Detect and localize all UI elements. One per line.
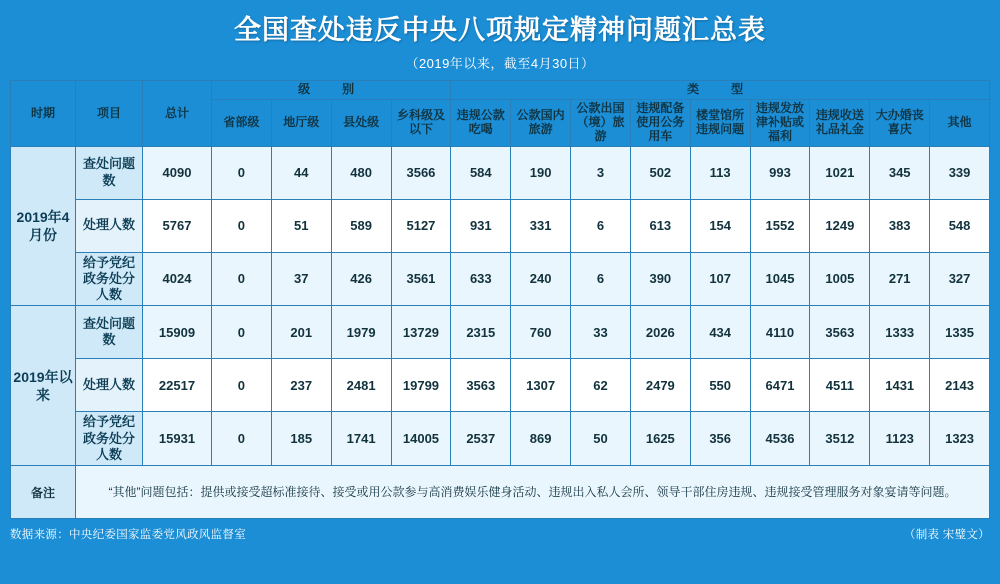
- table-head: [11, 81, 990, 146]
- cell-level-2: 201: [271, 306, 331, 359]
- cell-type-6: 1045: [750, 252, 810, 306]
- cell-type-3: 62: [571, 359, 631, 412]
- cell-type-3: 6: [571, 252, 631, 306]
- row-label: 给予党纪政务处分人数: [76, 252, 143, 306]
- cell-type-9: 327: [930, 252, 990, 306]
- row-label: 处理人数: [76, 359, 143, 412]
- cell-type-1: 2537: [451, 412, 511, 466]
- cell-level-2: 37: [271, 252, 331, 306]
- header-type-gongwuyongche: 违规配备使用公务用车: [630, 100, 690, 146]
- header-time: 时期: [11, 81, 76, 146]
- summary-table: [10, 80, 990, 519]
- cell-type-9: 1323: [930, 412, 990, 466]
- cell-type-5: 434: [690, 306, 750, 359]
- table-body: [11, 146, 990, 519]
- header-type-hunsangxiqing: 大办婚丧喜庆: [870, 100, 930, 146]
- cell-total: 15909: [143, 306, 212, 359]
- cell-total: 22517: [143, 359, 212, 412]
- cell-type-5: 154: [690, 199, 750, 252]
- period-label-2019-04: 2019年4月份: [11, 146, 76, 306]
- cell-type-1: 584: [451, 146, 511, 199]
- cell-type-6: 4110: [750, 306, 810, 359]
- cell-level-2: 44: [271, 146, 331, 199]
- cell-type-2: 1307: [511, 359, 571, 412]
- header-type-lipinlijin: 违规收送礼品礼金: [810, 100, 870, 146]
- row-label: 处理人数: [76, 199, 143, 252]
- cell-type-1: 931: [451, 199, 511, 252]
- header-total: 总计: [143, 81, 212, 146]
- table-row: [11, 252, 990, 306]
- cell-type-7: 1005: [810, 252, 870, 306]
- cell-type-6: 6471: [750, 359, 810, 412]
- cell-level-1: 0: [212, 199, 272, 252]
- table-row: [11, 199, 990, 252]
- cell-type-8: 345: [870, 146, 930, 199]
- header-group-level: 级 别: [212, 81, 451, 100]
- cell-level-1: 0: [212, 412, 272, 466]
- cell-level-2: 185: [271, 412, 331, 466]
- cell-level-4: 14005: [391, 412, 451, 466]
- note-label: 备注: [11, 466, 76, 519]
- table-row: [11, 359, 990, 412]
- header-type-gongkuan-chihe: 违规公款吃喝: [451, 100, 511, 146]
- cell-type-9: 2143: [930, 359, 990, 412]
- table-head-row-1: [11, 81, 990, 100]
- cell-type-3: 3: [571, 146, 631, 199]
- cell-level-3: 426: [331, 252, 391, 306]
- cell-level-3: 480: [331, 146, 391, 199]
- cell-total: 5767: [143, 199, 212, 252]
- cell-type-4: 390: [630, 252, 690, 306]
- header-level-xiang-ke: 乡科级及以下: [391, 100, 451, 146]
- cell-type-8: 383: [870, 199, 930, 252]
- cell-total: 4024: [143, 252, 212, 306]
- header-type-qita: 其他: [930, 100, 990, 146]
- chart-maker: （制表 宋璧文）: [903, 529, 990, 542]
- header-group-type: 类 型: [451, 81, 990, 100]
- note-text: “其他”问题包括：提供或接受超标准接待、接受或用公款参与高消费娱乐健身活动、违规出入私人会所、领导干部住房违规、违规接受管理服务对象宴请等问题。: [76, 466, 990, 519]
- cell-type-2: 760: [511, 306, 571, 359]
- cell-type-4: 2026: [630, 306, 690, 359]
- header-level-xian-chu: 县处级: [331, 100, 391, 146]
- cell-type-4: 613: [630, 199, 690, 252]
- cell-level-3: 1979: [331, 306, 391, 359]
- cell-level-1: 0: [212, 359, 272, 412]
- cell-level-3: 1741: [331, 412, 391, 466]
- cell-type-1: 2315: [451, 306, 511, 359]
- cell-type-8: 1123: [870, 412, 930, 466]
- data-source: 数据来源：中央纪委国家监委党风政风监督室: [10, 529, 246, 542]
- cell-level-1: 0: [212, 252, 272, 306]
- header-level-di-ting: 地厅级: [271, 100, 331, 146]
- cell-level-4: 13729: [391, 306, 451, 359]
- cell-type-5: 113: [690, 146, 750, 199]
- header-level-sheng-bu: 省部级: [212, 100, 272, 146]
- cell-total: 15931: [143, 412, 212, 466]
- cell-level-4: 3561: [391, 252, 451, 306]
- cell-level-4: 19799: [391, 359, 451, 412]
- row-label: 给予党纪政务处分人数: [76, 412, 143, 466]
- table-row: [11, 306, 990, 359]
- period-label-2019-ytd: 2019年以来: [11, 306, 76, 466]
- cell-type-8: 271: [870, 252, 930, 306]
- cell-type-8: 1431: [870, 359, 930, 412]
- header-type-guonei-lvyou: 公款国内旅游: [511, 100, 571, 146]
- cell-level-1: 0: [212, 306, 272, 359]
- cell-type-2: 190: [511, 146, 571, 199]
- cell-type-7: 1021: [810, 146, 870, 199]
- cell-level-2: 51: [271, 199, 331, 252]
- table-row: [11, 146, 990, 199]
- cell-level-4: 5127: [391, 199, 451, 252]
- page-subtitle: （2019年以来，截至4月30日）: [405, 56, 595, 72]
- cell-type-5: 107: [690, 252, 750, 306]
- cell-type-7: 3512: [810, 412, 870, 466]
- cell-type-2: 331: [511, 199, 571, 252]
- header-type-louguanguansuo: 楼堂馆所违规问题: [690, 100, 750, 146]
- cell-type-4: 502: [630, 146, 690, 199]
- cell-type-1: 3563: [451, 359, 511, 412]
- cell-type-2: 240: [511, 252, 571, 306]
- cell-type-3: 50: [571, 412, 631, 466]
- header-item: 项目: [76, 81, 143, 146]
- cell-type-9: 339: [930, 146, 990, 199]
- cell-type-9: 1335: [930, 306, 990, 359]
- header-type-jinbutie: 违规发放津补贴或福利: [750, 100, 810, 146]
- cell-level-3: 589: [331, 199, 391, 252]
- cell-total: 4090: [143, 146, 212, 199]
- note-row: [11, 466, 990, 519]
- cell-type-5: 356: [690, 412, 750, 466]
- cell-level-2: 237: [271, 359, 331, 412]
- footer: [10, 526, 990, 542]
- table-row: [11, 412, 990, 466]
- row-label: 查处问题数: [76, 306, 143, 359]
- page-title: 全国查处违反中央八项规定精神问题汇总表: [234, 15, 766, 45]
- cell-type-6: 993: [750, 146, 810, 199]
- cell-type-1: 633: [451, 252, 511, 306]
- cell-type-4: 1625: [630, 412, 690, 466]
- cell-type-9: 548: [930, 199, 990, 252]
- cell-type-7: 1249: [810, 199, 870, 252]
- cell-level-3: 2481: [331, 359, 391, 412]
- row-label: 查处问题数: [76, 146, 143, 199]
- cell-type-3: 33: [571, 306, 631, 359]
- title-area: [10, 0, 990, 80]
- cell-type-7: 4511: [810, 359, 870, 412]
- cell-type-2: 869: [511, 412, 571, 466]
- cell-level-4: 3566: [391, 146, 451, 199]
- header-type-chuguo-lvyou: 公款出国（境）旅游: [571, 100, 631, 146]
- cell-type-8: 1333: [870, 306, 930, 359]
- cell-type-6: 4536: [750, 412, 810, 466]
- cell-type-7: 3563: [810, 306, 870, 359]
- cell-type-5: 550: [690, 359, 750, 412]
- cell-type-3: 6: [571, 199, 631, 252]
- cell-type-4: 2479: [630, 359, 690, 412]
- cell-type-6: 1552: [750, 199, 810, 252]
- cell-level-1: 0: [212, 146, 272, 199]
